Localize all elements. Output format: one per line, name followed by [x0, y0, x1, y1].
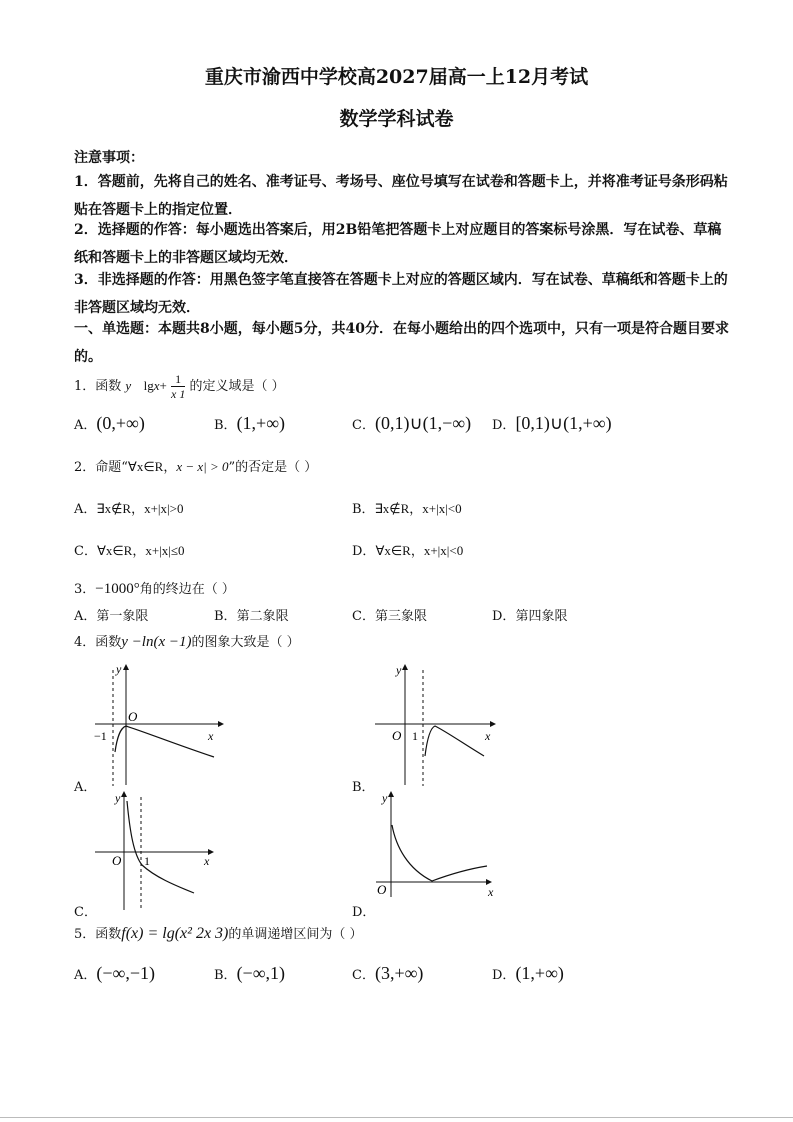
q1-lg: lg: [143, 378, 154, 393]
note-item-1: 1．答题前，先将自己的姓名、准考证号、考场号、座位号填写在试卷和答题卡上，并将准考证号条形码粘贴在答题卡上的指定位置．: [74, 174, 728, 218]
q3-option-d: D．第四象限: [492, 609, 568, 624]
graph-c: [90, 785, 230, 915]
question-2: [74, 456, 317, 475]
q5-option-d: D．(1,+∞): [492, 963, 564, 983]
q3-angle: −1000°: [95, 581, 140, 597]
q4-func: y −ln(x −1): [121, 634, 192, 650]
graph-d-curve: [392, 825, 487, 881]
graph-b-curve: [425, 726, 484, 756]
graph-a-neg1: −1: [94, 729, 107, 743]
question-1: [74, 372, 285, 401]
graph-a: [90, 660, 230, 790]
q5-option-c: C．(3,+∞): [352, 963, 424, 983]
q1-option-d: D．[0,1)∪(1,+∞): [492, 413, 612, 433]
graph-b-origin: O: [392, 728, 402, 743]
q4-suffix: 的图象大致是（ ）: [191, 635, 300, 650]
graph-c-curve: [127, 801, 194, 893]
graph-a-y-label: y: [116, 662, 122, 676]
exam-subtitle: 数学学科试卷: [339, 108, 454, 130]
q1-x: x: [153, 378, 160, 393]
graph-a-origin: O: [128, 709, 138, 724]
q2-suffix: ”的否定是（ ）: [228, 460, 318, 475]
q1-option-b: B．(1,+∞): [214, 413, 286, 433]
q4-label-a: A．: [74, 780, 97, 795]
graph-b-y-arrow: [402, 664, 408, 670]
section-heading: 一、单选题：本题共8小题，每小题5分，共40分．在每小题给出的四个选项中，只有一项是符合题目要求的。: [74, 321, 729, 365]
q3-prefix: 3．: [74, 582, 96, 597]
note-item-2: 2．选择题的作答：每小题选出答案后，用2B铅笔把答题卡上对应题目的答案标号涂黑．写在试卷、草稿纸和答题卡上的非答题区域均无效．: [74, 222, 722, 266]
q2-option-b: B．∃x∉R，x+|x|<0: [352, 501, 462, 517]
q1-fraction: [171, 372, 185, 401]
q3-option-c: C．第三象限: [352, 609, 427, 624]
q2-prefix: 2．命题“: [74, 460, 128, 475]
graph-c-x-label: x: [204, 854, 210, 868]
question-5: [74, 923, 363, 943]
exam-title: 重庆市渝西中学校高2027届高一上12月考试: [204, 66, 589, 88]
note-item-3: 3．非选择题的作答：用黑色签字笔直接答在答题卡上对应的答题区域内．写在试卷、草稿纸和答题卡上的非答题区域均无效．: [74, 272, 728, 316]
q3-suffix: 角的终边在（ ）: [139, 582, 235, 597]
q1-suffix: 的定义域是（ ）: [189, 379, 285, 394]
graph-c-y-arrow: [121, 791, 127, 797]
q5-option-b: B．(−∞,1): [214, 963, 286, 983]
q4-label-d: D．: [352, 905, 376, 920]
q2-option-d: D．∀x∈R，x+|x|<0: [352, 543, 464, 559]
q1-option-a: A．(0,+∞): [74, 413, 145, 433]
graph-b-x-label: x: [485, 729, 491, 743]
graph-b: [372, 660, 512, 790]
q4-prefix: 4．函数: [74, 635, 122, 650]
q5-suffix: 的单调递增区间为（ ）: [228, 927, 363, 942]
graph-d-y-label: y: [382, 791, 388, 805]
q2-forall: ∀x∈R: [127, 459, 164, 474]
graph-a-curve: [115, 726, 214, 757]
graph-c-origin: O: [112, 853, 122, 868]
question-4: [74, 631, 300, 651]
graph-d-origin: O: [377, 882, 387, 897]
graph-d-y-arrow: [388, 791, 394, 797]
q2-option-a: A．∃x∉R，x+|x|>0: [74, 501, 184, 517]
q5-func: f(x) = lg(x² 2x 3): [121, 925, 229, 942]
q5-prefix: 5．函数: [74, 927, 122, 942]
q5-option-a: A．(−∞,−1): [74, 963, 156, 983]
q4-label-c: C．: [74, 905, 97, 920]
q4-label-b: B．: [352, 780, 375, 795]
graph-a-y-arrow: [123, 664, 129, 670]
q1-numerator: 1: [171, 372, 185, 387]
graph-b-y-label: y: [396, 663, 402, 677]
graph-c-one: 1: [144, 854, 150, 868]
q2-comma: ，: [163, 460, 177, 475]
q2-expr: x − x| > 0: [176, 459, 229, 474]
notes-heading: 注意事项：: [74, 150, 144, 166]
q1-option-c: C．(0,1)∪(1,−∞): [352, 413, 472, 433]
graph-a-x-label: x: [208, 729, 214, 743]
q1-y: y: [125, 378, 132, 393]
graph-d: [372, 785, 512, 905]
question-3: [74, 578, 235, 598]
graph-b-one: 1: [412, 729, 418, 743]
graph-b-x-arrow: [490, 721, 496, 727]
q1-prefix: 1．函数: [74, 379, 122, 394]
q1-plus: +: [159, 378, 167, 393]
graph-d-x-label: x: [488, 885, 494, 899]
q3-option-b: B．第二象限: [214, 609, 289, 624]
q3-option-a: A．第一象限: [74, 609, 149, 624]
graph-a-x-arrow: [218, 721, 224, 727]
page-bottom-rule: [0, 1117, 793, 1118]
q2-option-c: C．∀x∈R，x+|x|≤0: [74, 543, 185, 559]
graph-c-y-label: y: [115, 791, 121, 805]
q1-denominator: x 1: [171, 387, 186, 401]
